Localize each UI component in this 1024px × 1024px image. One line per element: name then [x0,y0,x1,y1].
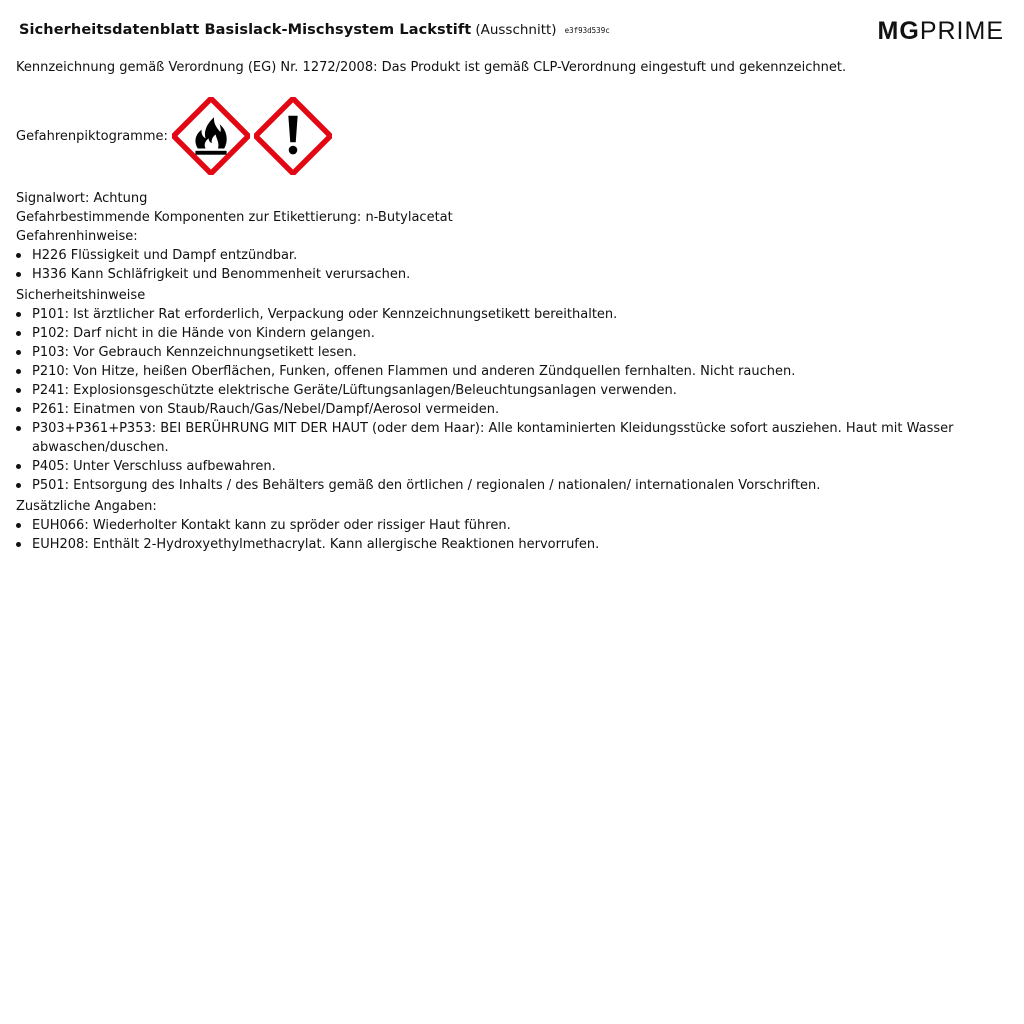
hazard-statements-list [16,246,1006,284]
exclamation-mark-icon [254,97,332,175]
logo-prime: PRIME [919,17,1004,45]
list-item-line-continued: abwaschen/duschen. [32,440,169,455]
list-item: EUH208: Enthält 2-Hydroxyethylmethacrylat. Kann allergische Reaktionen hervorrufen. [16,535,1006,554]
title-main: Sicherheitsdatenblatt Basislack-Mischsystem Lackstift [19,22,472,38]
document-header [19,19,1004,45]
pictograms-row [16,96,1006,176]
list-item: P405: Unter Verschluss aufbewahren. [16,457,1006,476]
additional-info-heading: Zusätzliche Angaben: [16,499,157,514]
precautionary-statements-heading: Sicherheitshinweise [16,288,146,303]
precautionary-statements-list [16,305,1006,495]
document-body [16,58,1006,555]
hazard-components: Gefahrbestimmende Komponenten zur Etikettierung: n-Butylacetat [16,210,453,225]
logo-mg: MG [877,17,920,45]
list-item: P102: Darf nicht in die Hände von Kindern gelangen. [16,324,1006,343]
title-subtitle: (Ausschnitt) [475,22,557,38]
pictograms-label: Gefahrenpiktogramme: [16,128,168,144]
brand-logo [878,19,1004,43]
list-item: P241: Explosionsgeschützte elektrische Geräte/Lüftungsanlagen/Beleuchtungsanlagen verwenden. [16,381,1006,400]
list-item: P210: Von Hitze, heißen Oberflächen, Funken, offenen Flammen und anderen Zündquellen fernhalten. Nicht rauchen. [16,362,1006,381]
flame-icon [172,97,250,175]
list-item: EUH066: Wiederholter Kontakt kann zu spröder oder rissiger Haut führen. [16,516,1006,535]
list-item-line: P303+P361+P353: BEI BERÜHRUNG MIT DER HAUT (oder dem Haar): Alle kontaminierten Kleidungsstücke sofort ausziehen. Haut mit Wasser [32,421,954,436]
list-item [16,419,1006,457]
list-item: H226 Flüssigkeit und Dampf entzündbar. [16,246,1006,265]
list-item: H336 Kann Schläfrigkeit und Benommenheit verursachen. [16,265,1006,284]
list-item: P261: Einatmen von Staub/Rauch/Gas/Nebel/Dampf/Aerosol vermeiden. [16,400,1006,419]
signal-word: Signalwort: Achtung [16,191,148,206]
document-hash: e3f93d539c [564,26,610,35]
additional-info-list [16,516,1006,554]
classification-intro: Kennzeichnung gemäß Verordnung (EG) Nr. 1272/2008: Das Produkt ist gemäß CLP-Verordnung eingestuft und gekennzeichnet. [16,60,847,75]
document-title [19,21,610,40]
list-item: P101: Ist ärztlicher Rat erforderlich, Verpackung oder Kennzeichnungsetikett bereithalten. [16,305,1006,324]
list-item: P501: Entsorgung des Inhalts / des Behälters gemäß den örtlichen / regionalen / nationalen/ internationalen Vorschriften. [16,476,1006,495]
hazard-statements-heading: Gefahrenhinweise: [16,229,138,244]
list-item: P103: Vor Gebrauch Kennzeichnungsetikett lesen. [16,343,1006,362]
